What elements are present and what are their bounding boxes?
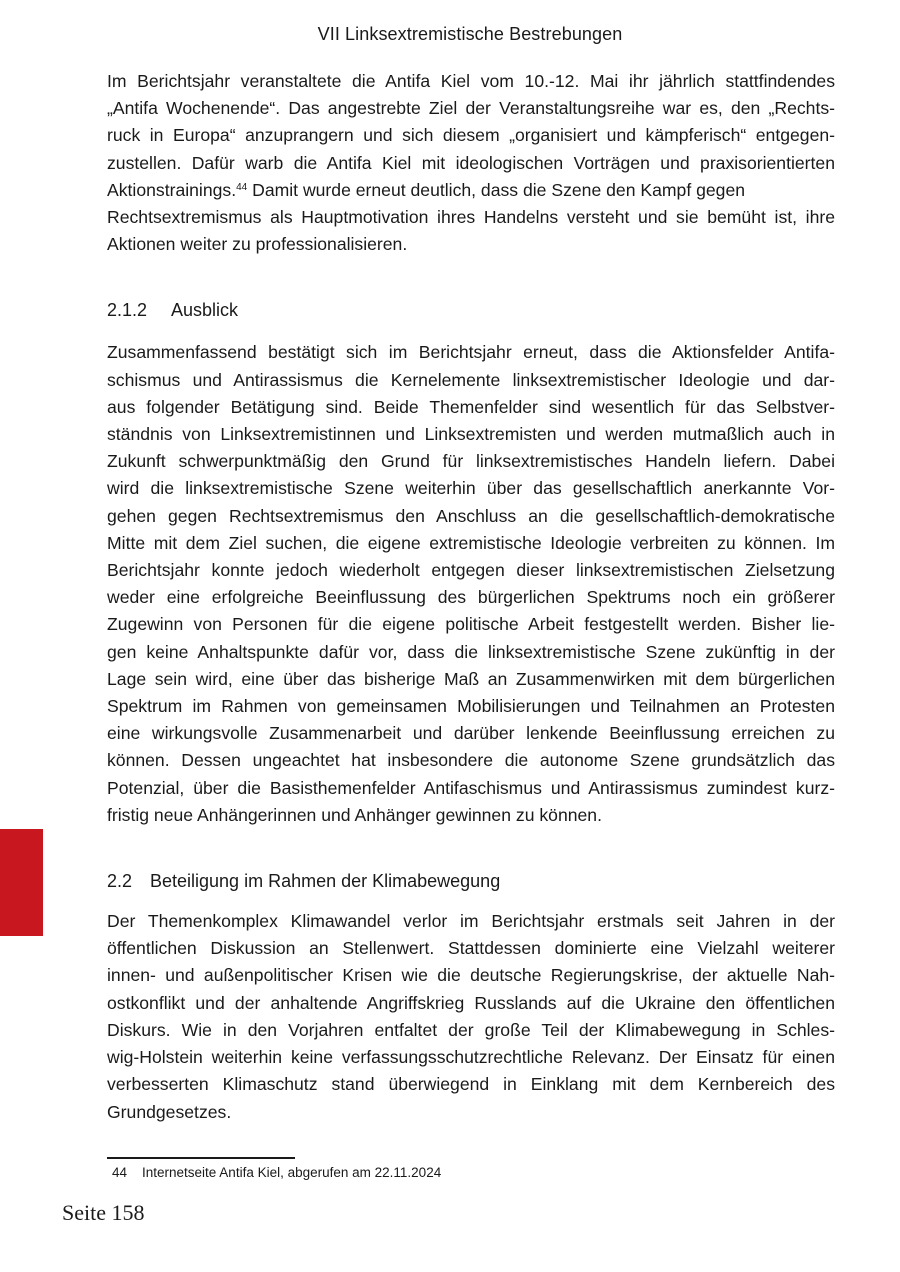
chapter-color-tab [0, 829, 43, 936]
text-line: gen keine Anhaltspunkte dafür vor, dass die linksextremistische Szene zukünftig in der [107, 641, 835, 662]
text-line: Rechtsextremismus als Hauptmotivation ihres Handelns versteht und sie bemüht ist, ihre [107, 207, 835, 228]
text-line: können. Dessen ungeachtet hat insbesondere die autonome Szene grundsätzlich das [107, 750, 835, 771]
text-line: Der Themenkomplex Klimawandel verlor im Berichtsjahr erstmals seit Jahren in der [107, 911, 835, 932]
section-number: 2.1.2 [107, 300, 148, 321]
section-title: Ausblick [171, 300, 239, 321]
text-line: aus folgender Betätigung sind. Beide Themenfelder sind wesentlich für das Selbstver- [107, 396, 835, 417]
section-number: 2.2 [107, 871, 133, 892]
text-line: Zusammenfassend bestätigt sich im Berichtsjahr erneut, dass die Aktionsfelder Antifa- [107, 342, 835, 363]
text-line: Im Berichtsjahr veranstaltete die Antifa Kiel vom 10.-12. Mai ihr jährlich stattfindendes [107, 71, 835, 91]
footnote [112, 1165, 441, 1180]
text-line: Lage sein wird, eine über das bisherige Maß an Zusammenwirken mit dem bürgerlichen [107, 668, 835, 689]
paragraph-antifa-wochenende [107, 68, 835, 258]
text-line: Zukunft schwerpunktmäßig den Grund für linksextremistisches Handeln liefern. Dabei [107, 451, 835, 472]
text-segment: Aktionstrainings. [107, 179, 237, 200]
text-segment: Damit wurde erneut deutlich, dass die Szene den Kampf gegen [247, 179, 746, 200]
text-line: ständnis von Linksextremistinnen und Linksextremisten und werden mutmaßlich auch in [107, 424, 835, 445]
text-line: wird die linksextremistische Szene weiterhin über das gesellschaftlich anerkannte Vor- [107, 478, 835, 499]
text-line: ostkonflikt und der anhaltende Angriffskrieg Russlands auf die Ukraine den öffentlichen [107, 992, 835, 1013]
text-line: weder eine erfolgreiche Beeinflussung des bürgerlichen Spektrums noch ein größerer [107, 587, 835, 608]
footnote-text: Internetseite Antifa Kiel, abgerufen am 22.11.2024 [142, 1165, 442, 1180]
text-line: Berichtsjahr konnte jedoch wiederholt entgegen dieser linksextremistischen Zielsetzung [107, 560, 835, 581]
footnote-divider [107, 1157, 295, 1159]
text-line-with-footnote [107, 177, 835, 204]
text-line: zustellen. Dafür warb die Antifa Kiel mit ideologischen Vorträgen und praxisorientierten [107, 152, 835, 173]
paragraph-klimabewegung [107, 908, 835, 1126]
text-line: Grundgesetzes. [107, 1101, 232, 1122]
text-line: Zugewinn von Personen für die eigene politische Arbeit festgestellt werden. Bisher lie- [107, 614, 835, 635]
page-number: Seite 158 [62, 1200, 145, 1225]
text-line: Potenzial, über die Basisthemenfelder Antifaschismus und Antirassismus zumindest kurz- [107, 777, 835, 798]
text-line: Aktionen weiter zu professionalisieren. [107, 234, 408, 255]
text-line: Spektrum im Rahmen von gemeinsamen Mobilisierungen und Teilnahmen an Protesten [107, 696, 835, 717]
section-heading-ausblick [107, 297, 835, 323]
text-line: öffentlichen Diskussion an Stellenwert. Stattdessen dominierte eine Vielzahl weiterer [107, 938, 835, 959]
text-line: fristig neue Anhängerinnen und Anhänger gewinnen zu können. [107, 804, 602, 825]
text-line: ruck in Europa“ anzuprangern und sich diesem „organisiert und kämpferisch“ entgegen- [107, 125, 835, 146]
text-line: gehen gegen Rechtsextremismus den Anschluss an die gesellschaftlich-demokratische [107, 505, 835, 526]
page-content [107, 68, 835, 1126]
text-line: innen- und außenpolitischer Krisen wie die deutsche Regierungskrise, der aktuelle Nah- [107, 965, 835, 986]
paragraph-ausblick [107, 339, 835, 829]
text-line: „Antifa Wochenende“. Das angestrebte Ziel der Veranstaltungsreihe war es, den „Rechts- [107, 98, 835, 119]
section-heading-klimabewegung [107, 868, 835, 894]
footnote-number: 44 [112, 1165, 128, 1180]
text-line: eine wirkungsvolle Zusammenarbeit und darüber lenkende Beeinflussung erreichen zu [107, 723, 835, 744]
text-line: verbesserten Klimaschutz stand überwiegend in Einklang mit dem Kernbereich des [107, 1074, 835, 1095]
section-title: Beteiligung im Rahmen der Klimabewegung [150, 871, 501, 892]
text-line: Diskurs. Wie in den Vorjahren entfaltet der große Teil der Klimabewegung in Schles- [107, 1019, 835, 1040]
text-line: Mitte mit dem Ziel suchen, die eigene extremistische Ideologie verbreiten zu können. Im [107, 532, 835, 553]
text-line: schismus und Antirassismus die Kernelemente linksextremistischer Ideologie und dar- [107, 369, 835, 390]
text-line: wig-Holstein weiterhin keine verfassungsschutzrechtliche Relevanz. Der Einsatz für einen [107, 1047, 835, 1068]
footnote-reference[interactable]: 44 [236, 181, 248, 193]
running-head: VII Linksextremistische Bestrebungen [317, 24, 623, 44]
